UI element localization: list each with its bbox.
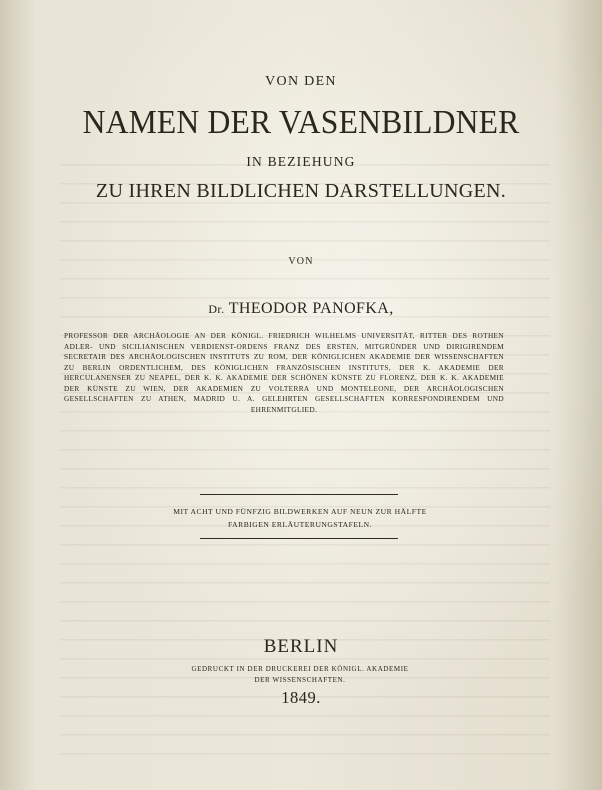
imprint-printer-line1: GEDRUCKT IN DER DRUCKEREI DER KÖNIGL. AKADEMIE — [191, 665, 409, 673]
author-name — [0, 300, 602, 318]
byline-von: VON — [288, 256, 314, 267]
plates-note-line1: MIT ACHT UND FÜNFZIG BILDWERKEN AUF NEUN ZUR HÄLFTE — [173, 507, 427, 516]
title-line-von-den: VON DEN — [265, 74, 337, 89]
imprint-printer — [140, 664, 460, 686]
plates-note-line2: FARBIGEN ERLÄUTERUNGSTAFELN. — [227, 520, 373, 529]
rule-top — [200, 494, 398, 495]
title-line-in-beziehung: IN BEZIEHUNG — [246, 154, 356, 169]
imprint-printer-line2: DER WISSENSCHAFTEN. — [254, 676, 346, 684]
subtitle: ZU IHREN BILDLICHEN DARSTELLUNGEN. — [95, 180, 507, 202]
author-fullname: THEODOR PANOFKA, — [228, 300, 394, 317]
rule-bottom — [200, 538, 398, 539]
imprint-city: BERLIN — [263, 636, 339, 657]
author-prefix: Dr. — [208, 302, 225, 316]
author-affiliation: PROFESSOR DER ARCHÄOLOGIE AN DER KÖNIGL. FRIEDRICH WILHELMS UNIVERSITÄT, RITTER DES ROTHEN ADLER- UND SICILIANISCHEN VERDIENST-ORDENS FRANZ DES ERSTEN, MITGRÜNDER UND DIRIGIRENDEM SECRETAIR DES ARCHÄOLOGISCHEN INSTITUTS ZU ROM, DER KÖNIGLICHEN AKADEMIE DER WISSENSCHAFTEN ZU BERLIN ORDENTLICHEM, DES KÖNIGLICHEN FRANZÖSISCHEN INSTITUTS, DER K. AKADEMIE DER HERCULANENSER ZU NEAPEL, DER K. K. AKADEMIE DER SCHÖNEN KÜNSTE ZU FLORENZ, DER K. K. AKADEMIE DER KÜNSTE ZU WIEN, DER AKADEMIEN ZU VOLTERRA UND MONTELEONE, DER ARCHÄOLOGISCHEN GESELLSCHAFTEN ZU ATHEN, MADRID U. A. GELEHRTEN GESELLSCHAFTEN KORRESPONDIRENDEM UND EHRENMITGLIED. — [64, 331, 504, 414]
main-title: NAMEN DER VASENBILDNER — [82, 104, 520, 141]
imprint-year: 1849. — [281, 688, 321, 707]
plates-note — [110, 505, 490, 531]
